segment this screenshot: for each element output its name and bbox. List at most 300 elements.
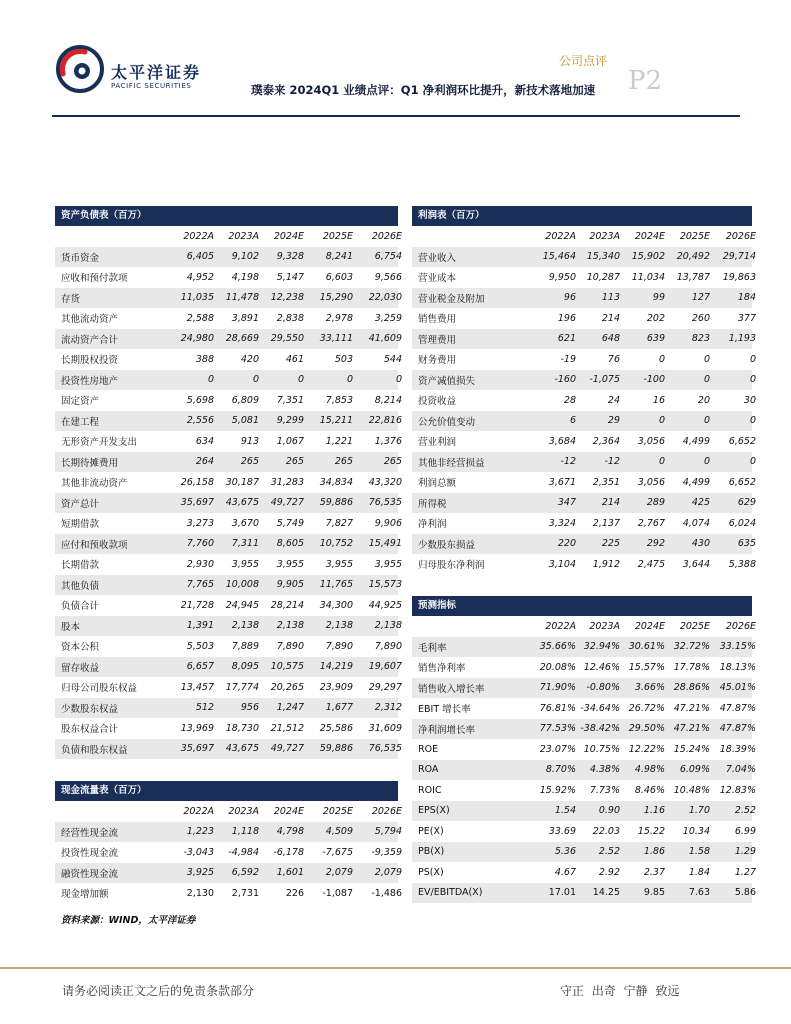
cell-value: 29 <box>607 415 620 427</box>
cell-value: 1.70 <box>688 805 710 817</box>
cell-value: 49,727 <box>270 743 304 755</box>
cell-value: -19 <box>560 353 576 365</box>
cell-value: 2,130 <box>186 887 214 899</box>
cell-value: 6,809 <box>231 394 259 406</box>
cell-value: 2,138 <box>231 620 259 632</box>
cell-value: 3,925 <box>186 867 214 879</box>
cell-value: 7,351 <box>276 394 304 406</box>
table-row <box>412 247 756 268</box>
cell-value: 10.48% <box>673 784 710 796</box>
table-header: 现金流量表（百万） <box>55 781 398 801</box>
cell-value: 10.34 <box>682 825 710 837</box>
cell-value: 6,657 <box>186 661 214 673</box>
cell-value: 9,299 <box>276 415 304 427</box>
cell-value: 43,675 <box>225 497 259 509</box>
row-label: 销售收入增长率 <box>418 683 485 695</box>
table-row <box>412 657 756 678</box>
cell-value: 503 <box>334 353 353 365</box>
row-label: 其他负债 <box>61 580 100 592</box>
cell-value: 35,697 <box>180 743 214 755</box>
row-label: EBIT 增长率 <box>418 704 471 716</box>
cell-value: 24,980 <box>180 333 214 345</box>
table-row <box>412 472 756 493</box>
row-label: 营业收入 <box>418 252 457 264</box>
cell-value: 2,138 <box>374 620 402 632</box>
cell-value: 4,499 <box>682 435 710 447</box>
cell-value: 2.52 <box>734 805 756 817</box>
cell-value: 956 <box>240 702 259 714</box>
cell-value: 3,104 <box>548 558 576 570</box>
row-label: 财务费用 <box>418 355 457 367</box>
cell-value: 76,535 <box>368 497 402 509</box>
cell-value: 5,749 <box>276 517 304 529</box>
cell-value: 31,609 <box>368 722 402 734</box>
cell-value: 1,677 <box>325 702 353 714</box>
cell-value: -9,359 <box>371 846 402 858</box>
cell-value: 23,909 <box>319 681 353 693</box>
cell-value: 9.85 <box>643 887 665 899</box>
cell-value: 34,834 <box>319 476 353 488</box>
cell-value: 6,024 <box>728 517 756 529</box>
cell-value: 3,955 <box>231 558 259 570</box>
cell-value: 3,684 <box>548 435 576 447</box>
cell-value: 33,111 <box>319 333 353 345</box>
cell-value: 0 <box>703 353 710 365</box>
cell-value: -1,486 <box>371 887 402 899</box>
table-header: 资产负债表（百万） <box>55 206 398 226</box>
cell-value: 0 <box>346 374 353 386</box>
row-label: 负债合计 <box>61 601 100 613</box>
cell-value: 6.09% <box>679 764 710 776</box>
cell-value: 264 <box>195 456 214 468</box>
row-label: ROIC <box>418 784 442 796</box>
cell-value: 17.78% <box>673 661 710 673</box>
table-row <box>55 718 402 739</box>
row-label: 投资性现金流 <box>61 848 119 860</box>
cell-value: 4.38% <box>589 764 620 776</box>
disclaimer-text: 请务必阅读正文之后的免责条款部分 <box>62 984 255 998</box>
row-label: 货币资金 <box>61 252 100 264</box>
cell-value: 0 <box>207 374 214 386</box>
company-logo <box>55 44 105 94</box>
cell-value: 47.87% <box>719 702 756 714</box>
cell-value: 347 <box>557 497 576 509</box>
cell-value: 202 <box>646 312 665 324</box>
cell-value: 7,853 <box>325 394 353 406</box>
cell-value: 47.21% <box>673 723 710 735</box>
cell-value: 8.70% <box>545 764 576 776</box>
cell-value: 77.53% <box>539 723 576 735</box>
cell-value: 20,265 <box>270 681 304 693</box>
row-label: 股东权益合计 <box>61 724 119 736</box>
column-header-row <box>55 801 402 822</box>
cell-value: -3,043 <box>183 846 214 858</box>
cell-value: 11,035 <box>180 292 214 304</box>
row-label: 销售费用 <box>418 314 457 326</box>
table-row <box>55 657 402 678</box>
report-type: 公司点评 <box>559 54 608 68</box>
table-row <box>412 883 756 904</box>
cell-value: -1,075 <box>589 374 620 386</box>
cell-value: 196 <box>557 312 576 324</box>
row-label: 归母公司股东权益 <box>61 683 138 695</box>
cell-value: 9,328 <box>276 251 304 263</box>
table-row <box>55 267 402 288</box>
row-label: 存货 <box>61 293 81 305</box>
row-label: EPS(X) <box>418 805 450 817</box>
cell-value: 0 <box>703 456 710 468</box>
cell-value: 5,503 <box>186 640 214 652</box>
column-header: 2022A <box>545 620 576 632</box>
table-row <box>55 883 402 904</box>
row-label: 在建工程 <box>61 416 100 428</box>
column-header: 2023A <box>228 805 259 817</box>
cell-value: 76 <box>607 353 620 365</box>
row-label: 公允价值变动 <box>418 416 476 428</box>
cell-value: 0 <box>395 374 402 386</box>
source-note: 资料来源：WIND，太平洋证券 <box>61 915 196 926</box>
table-row <box>55 554 402 575</box>
row-label: 应收和预付款项 <box>61 273 128 285</box>
table-row <box>412 780 756 801</box>
cell-value: 5.36 <box>554 846 576 858</box>
cell-value: 22,816 <box>368 415 402 427</box>
cell-value: 13,969 <box>180 722 214 734</box>
cell-value: 2,978 <box>325 312 353 324</box>
row-label: 流动资产合计 <box>61 334 119 346</box>
cell-value: 2,138 <box>325 620 353 632</box>
column-header: 2024E <box>273 805 304 817</box>
table-row <box>412 678 756 699</box>
cell-value: -4,984 <box>228 846 259 858</box>
table-row <box>412 267 756 288</box>
cell-value: 12,238 <box>270 292 304 304</box>
cell-value: 265 <box>285 456 304 468</box>
cell-value: 76.81% <box>539 702 576 714</box>
cell-value: 32.72% <box>673 641 710 653</box>
row-label: 其他非流动资产 <box>61 478 128 490</box>
cell-value: 2,364 <box>592 435 620 447</box>
cell-value: 3,324 <box>548 517 576 529</box>
cell-value: 2,930 <box>186 558 214 570</box>
table-row <box>412 370 756 391</box>
page-number: P2 <box>628 66 663 96</box>
income-statement-table <box>412 206 756 575</box>
cell-value: 3,056 <box>637 476 665 488</box>
row-label: 长期股权投资 <box>61 355 119 367</box>
cell-value: 0 <box>749 456 756 468</box>
cell-value: 1,067 <box>276 435 304 447</box>
cell-value: 388 <box>195 353 214 365</box>
cell-value: 23.07% <box>539 743 576 755</box>
document-title: 璞泰来 2024Q1 业绩点评：Q1 净利润环比提升，新技术落地加速 <box>251 83 596 97</box>
cell-value: 6,603 <box>325 271 353 283</box>
cell-value: 18,730 <box>225 722 259 734</box>
column-header: 2024E <box>634 620 665 632</box>
cell-value: 4.98% <box>634 764 665 776</box>
cell-value: 5,388 <box>728 558 756 570</box>
table-row <box>412 554 756 575</box>
table-header: 利润表（百万） <box>412 206 752 226</box>
cell-value: 14,219 <box>319 661 353 673</box>
row-label: 固定资产 <box>61 396 100 408</box>
cell-value: 1.58 <box>688 846 710 858</box>
cell-value: 11,034 <box>631 271 665 283</box>
cell-value: 7,890 <box>325 640 353 652</box>
column-header: 2025E <box>322 230 353 242</box>
header-divider <box>52 115 740 117</box>
cell-value: 15,211 <box>319 415 353 427</box>
cell-value: 30.61% <box>628 641 665 653</box>
cell-value: 4,074 <box>682 517 710 529</box>
row-label: 经营性现金流 <box>61 827 119 839</box>
cell-value: 6.99 <box>734 825 756 837</box>
row-label: 营业成本 <box>418 273 457 285</box>
cell-value: 17,774 <box>225 681 259 693</box>
table-row <box>412 329 756 350</box>
cell-value: 0 <box>658 415 665 427</box>
row-label: 长期借款 <box>61 560 100 572</box>
cell-value: 260 <box>691 312 710 324</box>
column-header: 2023A <box>589 620 620 632</box>
table-row <box>55 863 402 884</box>
cell-value: 0 <box>749 374 756 386</box>
cell-value: 3,891 <box>231 312 259 324</box>
cell-value: 21,728 <box>180 599 214 611</box>
cell-value: 226 <box>285 887 304 899</box>
cell-value: 7,889 <box>231 640 259 652</box>
table-row <box>55 452 402 473</box>
table-row <box>55 390 402 411</box>
cell-value: 20.08% <box>539 661 576 673</box>
cash-flow-table <box>55 781 402 904</box>
cell-value: 9,906 <box>374 517 402 529</box>
cell-value: 0.90 <box>598 805 620 817</box>
cell-value: 11,478 <box>225 292 259 304</box>
cell-value: 15,573 <box>368 579 402 591</box>
cell-value: 1.29 <box>734 846 756 858</box>
row-label: 其他流动资产 <box>61 314 119 326</box>
cell-value: 47.87% <box>719 723 756 735</box>
cell-value: 7,765 <box>186 579 214 591</box>
table-row <box>412 842 756 863</box>
cell-value: 21,512 <box>270 722 304 734</box>
row-label: PS(X) <box>418 866 444 878</box>
cell-value: 0 <box>297 374 304 386</box>
cell-value: 2,137 <box>592 517 620 529</box>
cell-value: 10.75% <box>583 743 620 755</box>
cell-value: 3,671 <box>548 476 576 488</box>
row-label: 管理费用 <box>418 334 457 346</box>
cell-value: 43,320 <box>368 476 402 488</box>
cell-value: 18.39% <box>719 743 756 755</box>
row-label: 融资性现金流 <box>61 868 119 880</box>
table-row <box>55 822 402 843</box>
cell-value: 265 <box>383 456 402 468</box>
cell-value: 8.46% <box>634 784 665 796</box>
column-header: 2024E <box>273 230 304 242</box>
cell-value: 220 <box>557 538 576 550</box>
table-row <box>412 821 756 842</box>
row-label: 应付和预收款项 <box>61 539 128 551</box>
cell-value: 41,609 <box>368 333 402 345</box>
cell-value: 34,300 <box>319 599 353 611</box>
row-label: 归母股东净利润 <box>418 560 485 572</box>
cell-value: 0 <box>749 353 756 365</box>
footer-divider <box>0 967 791 969</box>
cell-value: 10,575 <box>270 661 304 673</box>
cell-value: 76,535 <box>368 743 402 755</box>
cell-value: 7,311 <box>231 538 259 550</box>
cell-value: 9,950 <box>548 271 576 283</box>
cell-value: 265 <box>240 456 259 468</box>
row-label: 净利润增长率 <box>418 724 476 736</box>
cell-value: 5,698 <box>186 394 214 406</box>
column-header: 2025E <box>679 620 710 632</box>
cell-value: 13,457 <box>180 681 214 693</box>
cell-value: 7,890 <box>374 640 402 652</box>
cell-value: 214 <box>601 497 620 509</box>
cell-value: 10,287 <box>586 271 620 283</box>
table-row <box>55 513 402 534</box>
cell-value: 7.73% <box>589 784 620 796</box>
cell-value: 9,566 <box>374 271 402 283</box>
cell-value: 15,340 <box>586 251 620 263</box>
cell-value: -12 <box>560 456 576 468</box>
cell-value: 9,905 <box>276 579 304 591</box>
cell-value: 15,464 <box>542 251 576 263</box>
cell-value: 6,652 <box>728 476 756 488</box>
column-header-row <box>412 226 756 247</box>
cell-value: 15,902 <box>631 251 665 263</box>
cell-value: 2.37 <box>643 866 665 878</box>
row-label: 营业利润 <box>418 437 457 449</box>
cell-value: 461 <box>285 353 304 365</box>
table-row <box>412 513 756 534</box>
table-row <box>412 288 756 309</box>
cell-value: 30 <box>743 394 756 406</box>
cell-value: 17.01 <box>548 887 576 899</box>
cell-value: 1.16 <box>643 805 665 817</box>
cell-value: 3,955 <box>276 558 304 570</box>
row-label: ROE <box>418 743 439 755</box>
cell-value: 3,670 <box>231 517 259 529</box>
cell-value: 1.54 <box>554 805 576 817</box>
cell-value: 5,147 <box>276 271 304 283</box>
table-row <box>412 862 756 883</box>
cell-value: 7.63 <box>688 887 710 899</box>
table-row <box>412 719 756 740</box>
cell-value: 22.03 <box>592 825 620 837</box>
cell-value: 2.92 <box>598 866 620 878</box>
row-label: 毛利率 <box>418 642 447 654</box>
company-motto: 守正 出奇 宁静 致远 <box>560 984 680 998</box>
cell-value: -1,087 <box>322 887 353 899</box>
cell-value: 5,794 <box>374 826 402 838</box>
row-label: 资本公积 <box>61 642 100 654</box>
cell-value: 43,675 <box>225 743 259 755</box>
table-row <box>412 698 756 719</box>
cell-value: 8,214 <box>374 394 402 406</box>
cell-value: 10,008 <box>225 579 259 591</box>
cell-value: 1,601 <box>276 867 304 879</box>
cell-value: 33.69 <box>548 825 576 837</box>
cell-value: 20 <box>697 394 710 406</box>
cell-value: 26,158 <box>180 476 214 488</box>
row-label: 营业税金及附加 <box>418 293 485 305</box>
table-row <box>55 739 402 760</box>
column-header: 2025E <box>679 230 710 242</box>
cell-value: 544 <box>383 353 402 365</box>
cell-value: 7.04% <box>725 764 756 776</box>
table-row <box>412 739 756 760</box>
cell-value: 1.84 <box>688 866 710 878</box>
cell-value: 2,588 <box>186 312 214 324</box>
cell-value: -12 <box>604 456 620 468</box>
column-header-row <box>55 226 402 247</box>
row-label: 净利润 <box>418 519 447 531</box>
cell-value: 3,955 <box>325 558 353 570</box>
cell-value: 3,644 <box>682 558 710 570</box>
column-header: 2023A <box>228 230 259 242</box>
cell-value: 127 <box>691 292 710 304</box>
cell-value: 289 <box>646 497 665 509</box>
table-row <box>412 760 756 781</box>
cell-value: 18.13% <box>719 661 756 673</box>
cell-value: 24,945 <box>225 599 259 611</box>
cell-value: 1,223 <box>186 826 214 838</box>
cell-value: 15.57% <box>628 661 665 673</box>
cell-value: 823 <box>691 333 710 345</box>
table-row <box>412 349 756 370</box>
table-row <box>412 452 756 473</box>
cell-value: 4,499 <box>682 476 710 488</box>
cell-value: 3,955 <box>374 558 402 570</box>
cell-value: 11,765 <box>319 579 353 591</box>
cell-value: 8,095 <box>231 661 259 673</box>
table-row <box>55 842 402 863</box>
table-row <box>55 493 402 514</box>
cell-value: 0 <box>703 374 710 386</box>
row-label: PE(X) <box>418 825 444 837</box>
cell-value: 9,102 <box>231 251 259 263</box>
cell-value: 49,727 <box>270 497 304 509</box>
cell-value: 420 <box>240 353 259 365</box>
row-label: 无形资产开发支出 <box>61 437 138 449</box>
cell-value: 28.86% <box>673 682 710 694</box>
cell-value: 32.94% <box>583 641 620 653</box>
cell-value: 6,652 <box>728 435 756 447</box>
cell-value: 5,081 <box>231 415 259 427</box>
cell-value: 14.25 <box>592 887 620 899</box>
cell-value: 13,787 <box>676 271 710 283</box>
table-row <box>55 534 402 555</box>
cell-value: 3,259 <box>374 312 402 324</box>
row-label: 投资收益 <box>418 396 457 408</box>
cell-value: 12.22% <box>628 743 665 755</box>
cell-value: 10,752 <box>319 538 353 550</box>
cell-value: 15.92% <box>539 784 576 796</box>
cell-value: 4,798 <box>276 826 304 838</box>
cell-value: 913 <box>240 435 259 447</box>
cell-value: 5.86 <box>734 887 756 899</box>
cell-value: 47.21% <box>673 702 710 714</box>
table-row <box>55 349 402 370</box>
cell-value: 4,952 <box>186 271 214 283</box>
cell-value: 1,247 <box>276 702 304 714</box>
cell-value: 35,697 <box>180 497 214 509</box>
cell-value: 24 <box>607 394 620 406</box>
